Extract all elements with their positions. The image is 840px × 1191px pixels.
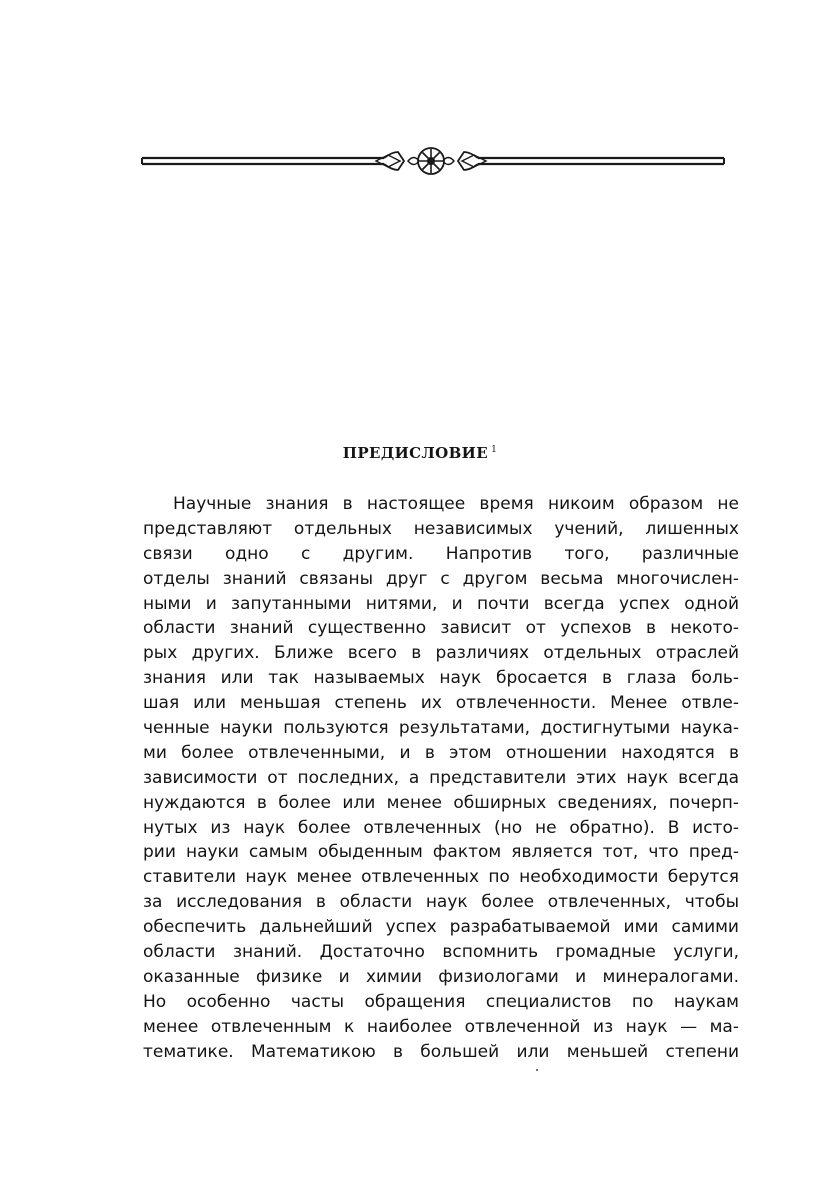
text-line: области знаний. Достаточно вспомнить громадные услуги, (143, 942, 739, 963)
footnote-marker: 1 (491, 445, 498, 455)
text-line: Но особенно часты обращения специалистов по наукам (143, 991, 739, 1012)
text-line: представляют отдельных независимых учений, лишенных (143, 518, 739, 539)
text-line: зависимости от последних, а представители этих наук всегда (143, 767, 739, 788)
text-line: отделы знаний связаны друг с другом весьма многочислен- (143, 568, 739, 589)
text-line: рии науки самым обыденным фактом является тот, что пред- (143, 842, 739, 863)
preface-heading (0, 440, 840, 463)
text-line: за исследования в области наук более отвлеченных, чтобы (143, 892, 739, 913)
ornamental-divider (140, 146, 726, 176)
text-line: менее отвлеченным к наиболее отвлеченной из наук — ма- (143, 1016, 739, 1037)
text-line: рых других. Ближе всего в различиях отдельных отраслей (143, 643, 739, 664)
text-line: ми более отвлеченными, и в этом отношении находятся в (143, 742, 739, 763)
text-line: нуждаются в более или менее обширных сведениях, почерп- (143, 792, 739, 813)
text-line: оказанные физике и химии физиологами и минералогами. (143, 966, 739, 987)
text-line: обеспечить дальнейший успех разрабатываемой ими самими (143, 917, 739, 938)
text-line: области знаний существенно зависит от успехов в некото- (143, 618, 739, 639)
text-line: шая или меньшая степень их отвлеченности. Менее отвле- (143, 693, 739, 714)
preface-paragraph (143, 492, 739, 1064)
text-line: нутых из наук более отвлеченных (но не обратно). В исто- (143, 817, 739, 838)
text-line: ставители наук менее отвлеченных по необходимости берутся (143, 867, 739, 888)
text-line: знания или так называемых наук бросается в глаза боль- (143, 668, 739, 689)
print-speck (536, 1069, 538, 1071)
text-line: ными и запутанными нитями, и почти всегда успех одной (143, 593, 739, 614)
text-line: тематике. Математикою в большей или меньшей степени (143, 1041, 739, 1062)
text-line: ченные науки пользуются результатами, достигнутыми наука- (143, 718, 739, 739)
text-line: Научные знания в настоящее время никоим образом не (173, 494, 739, 514)
heading-title: ПРЕДИСЛОВИЕ (342, 444, 489, 462)
text-line: связи одно с другим. Напротив того, различные (143, 543, 739, 564)
